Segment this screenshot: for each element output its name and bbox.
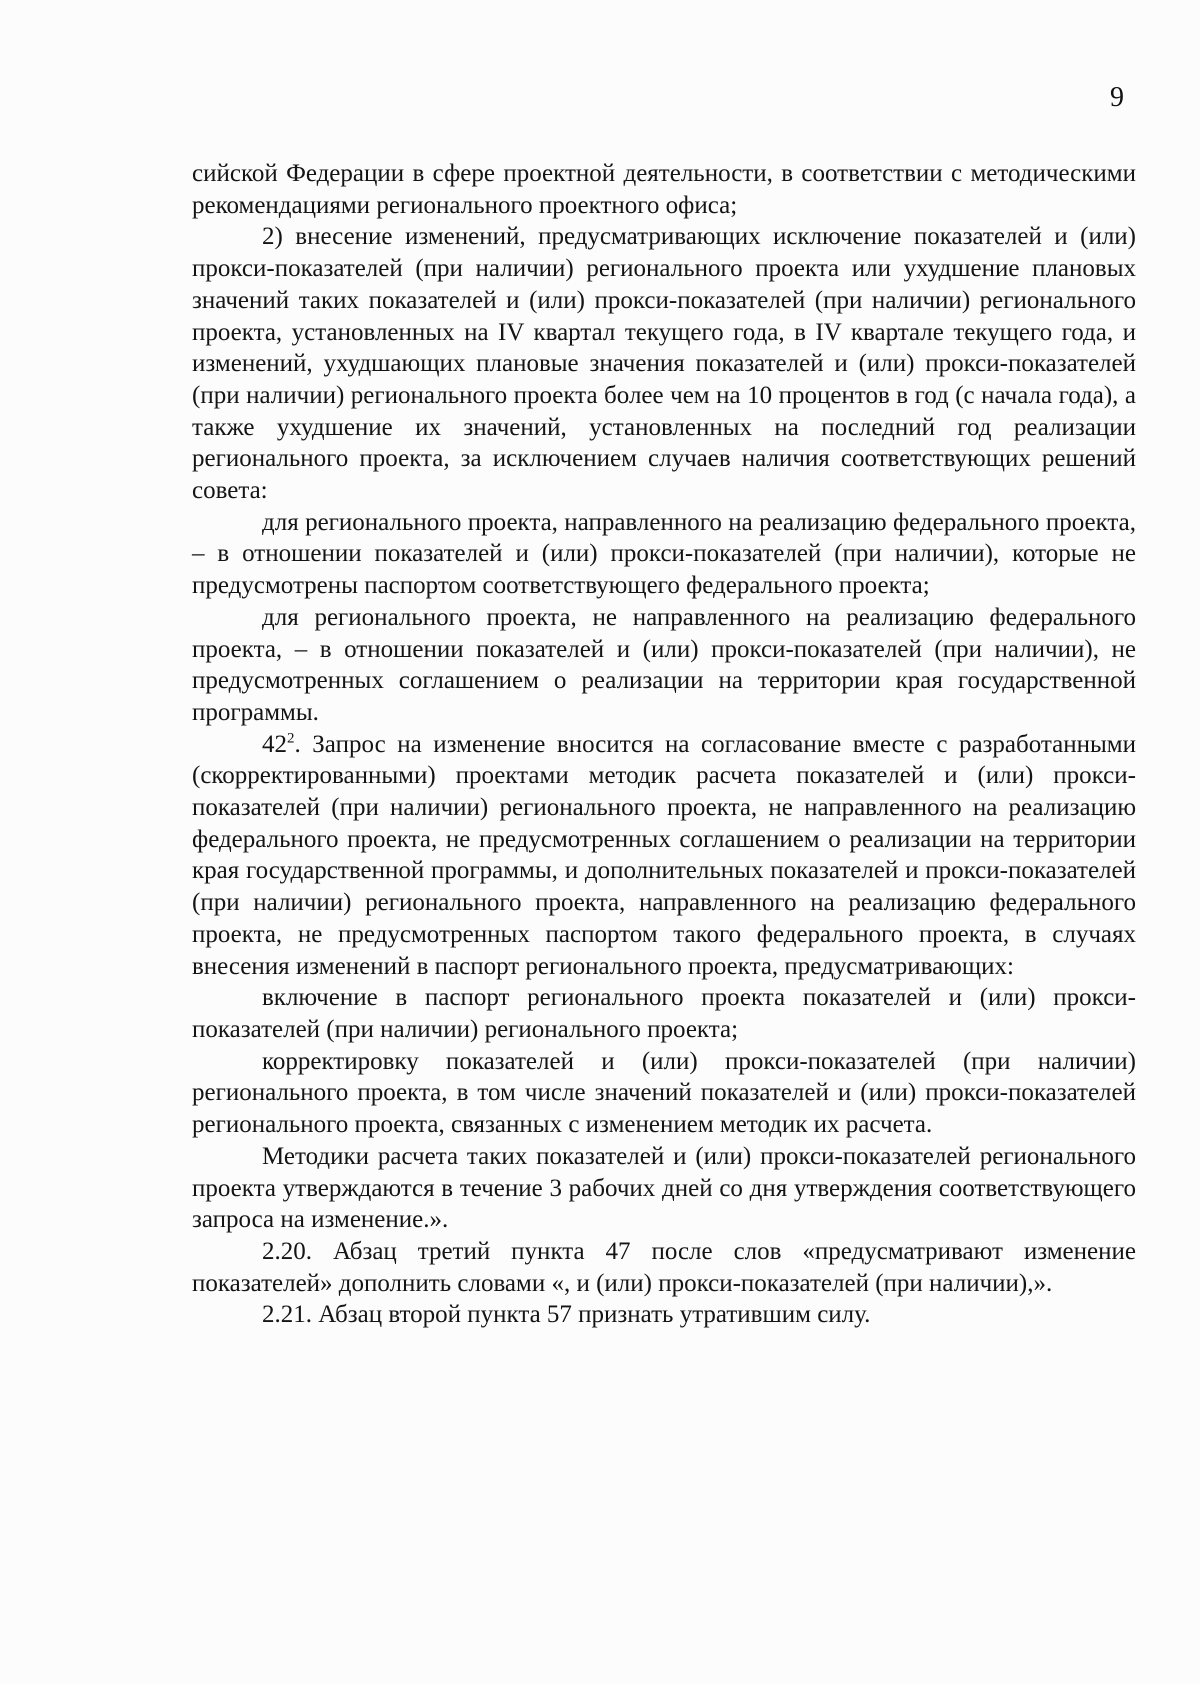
- paragraph-non-federal-project: для регионального проекта, не направленного на реализацию федерального проекта, – в отношении показателей и (или) прокси-показателей (при наличии), не предусмотренных соглашением о реализации на территории края государственной программы.: [192, 603, 1136, 726]
- clause-42-text: . Запрос на изменение вносится на согласование вместе с разработанными (скорректированными) проектами методик расчета показателей и (или) прокси-показателей (при наличии) регионального проекта, не направленного на реализацию федерального проекта, не предусмотренных соглашением о реализации на территории края государственной программы, и дополнительных показателей и прокси-показателей (при наличии) регионального проекта, направленного на реализацию федерального проекта, не предусмотренных паспортом такого федерального проекта, в случаях внесения изменений в паспорт регионального проекта, предусматривающих:: [192, 730, 1136, 980]
- clause-42-number: 42: [262, 730, 287, 758]
- document-body: [192, 158, 1136, 1331]
- paragraph-federal-project: для регионального проекта, направленного на реализацию федерального проекта, – в отношении показателей и (или) прокси-показателей (при наличии), которые не предусмотрены паспортом соответствующего федерального проекта;: [192, 508, 1136, 600]
- paragraph-adjustment: корректировку показателей и (или) прокси-показателей (при наличии) регионального проекта, в том числе значений показателей и (или) прокси-показателей регионального проекта, связанных с изменением методик их расчета.: [192, 1047, 1136, 1139]
- paragraph-2-20: 2.20. Абзац третий пункта 47 после слов «предусматривают изменение показателей» дополнить словами «, и (или) прокси-показателей (при наличии),».: [192, 1237, 1136, 1297]
- paragraph-2-21: 2.21. Абзац второй пункта 57 признать утратившим силу.: [262, 1301, 871, 1329]
- paragraph-item-2: 2) внесение изменений, предусматривающих исключение показателей и (или) прокси-показателей (при наличии) регионального проекта или ухудшение плановых значений таких показателей и (или) прокси-показателей (при наличии) регионального проекта, установленных на IV квартал текущего года, в IV квартале текущего года, и изменений, ухудшающих плановые значения показателей и (или) прокси-показателей (при наличии) регионального проекта более чем на 10 процентов в год (с начала года), а также ухудшение их значений, установленных на последний год реализации регионального проекта, за исключением случаев наличия соответствующих решений совета:: [192, 223, 1136, 505]
- paragraph-methods: Методики расчета таких показателей и (или) прокси-показателей регионального проекта утверждаются в течение 3 рабочих дней со дня утверждения соответствующего запроса на изменение.».: [192, 1142, 1136, 1234]
- page-number: 9: [1110, 82, 1124, 113]
- paragraph-clause-42: [192, 729, 1136, 983]
- paragraph-inclusion: включение в паспорт регионального проекта показателей и (или) прокси-показателей (при наличии) регионального проекта;: [192, 984, 1136, 1043]
- paragraph-continuation: сийской Федерации в сфере проектной деятельности, в соответствии с методическими рекомендациями регионального проектного офиса;: [192, 160, 1136, 219]
- clause-42-superscript: 2: [287, 730, 295, 747]
